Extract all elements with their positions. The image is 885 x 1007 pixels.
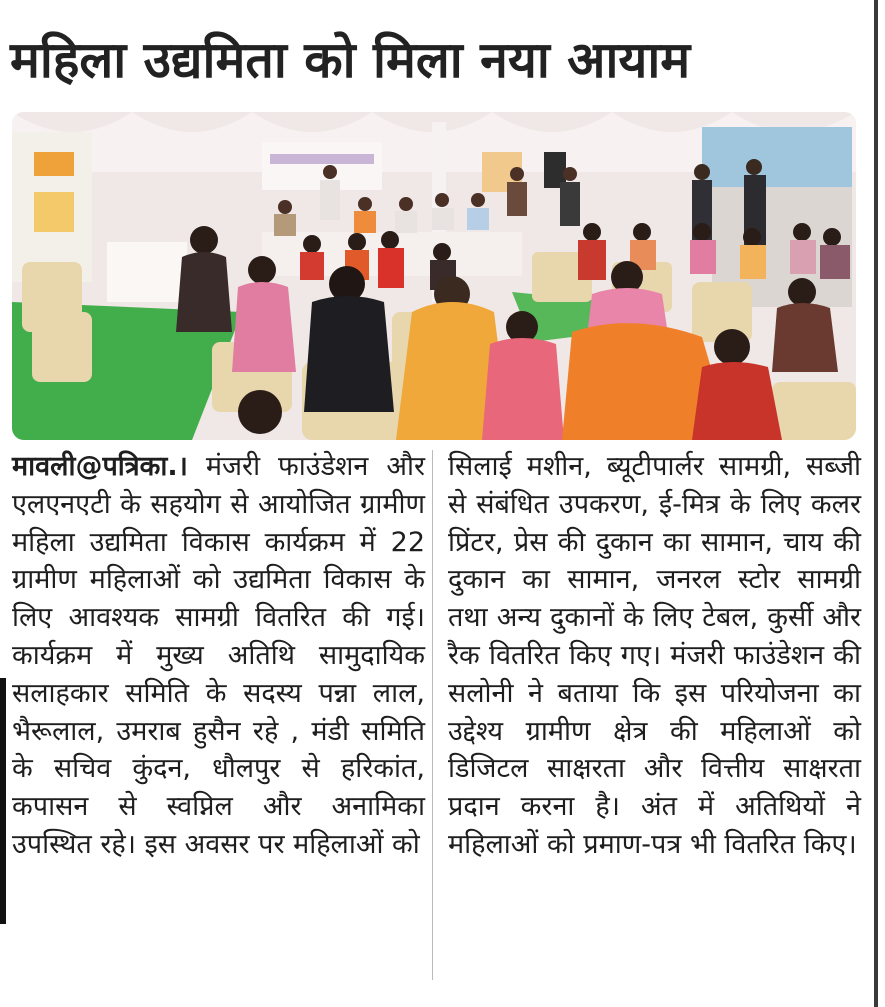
article-column-left	[12, 448, 425, 988]
event-photo-illustration	[12, 112, 856, 440]
scan-edge-bar	[0, 678, 6, 924]
event-photo	[12, 112, 856, 440]
article-column-right	[448, 448, 861, 988]
column-left-text: मंजरी फाउंडेशन और एलएनएटी के सहयोग से आयोजित ग्रामीण महिला उद्यमिता विकास कार्यक्रम में 22 ग्रामीण महिलाओं को उद्यमिता विकास के लिए आवश्यक सामग्री वितरित की गई। कार्यक्रम में मुख्य अतिथि सामुदायिक सलाहकार समिति के सदस्य पन्ना लाल, भैरूलाल, उमराब हुसैन रहे , मंडी समिति के सचिव कुंदन, धौलपुर से हरिकांत, कपासन से स्वप्निल और अनामिका उपस्थित रहे। इस अवसर पर महिलाओं को	[12, 451, 425, 860]
page-edge-rule	[874, 0, 878, 1007]
article-headline: महिला उद्यमिता को मिला नया आयाम	[10, 31, 691, 89]
column-right-text: सिलाई मशीन, ब्यूटीपार्लर सामग्री, सब्जी से संबंधित उपकरण, ई-मित्र के लिए कलर प्रिंटर, प्रेस की दुकान का सामान, चाय की दुकान का सामान, जनरल स्टोर सामग्री तथा अन्य दुकानों के लिए टेबल, कुर्सी और रैक वितरित किए गए। मंजरी फाउंडेशन की सलोनी ने बताया कि इस परियोजना का उद्देश्य ग्रामीण क्षेत्र की महिलाओं को डिजिटल साक्षरता और वित्तीय साक्षरता प्रदान करना है। अंत में अतिथियों ने महिलाओं को प्रमाण-पत्र भी वितरित किए।	[448, 451, 861, 860]
dateline: मावली@पत्रिका.।	[12, 451, 188, 482]
column-divider	[432, 450, 433, 980]
